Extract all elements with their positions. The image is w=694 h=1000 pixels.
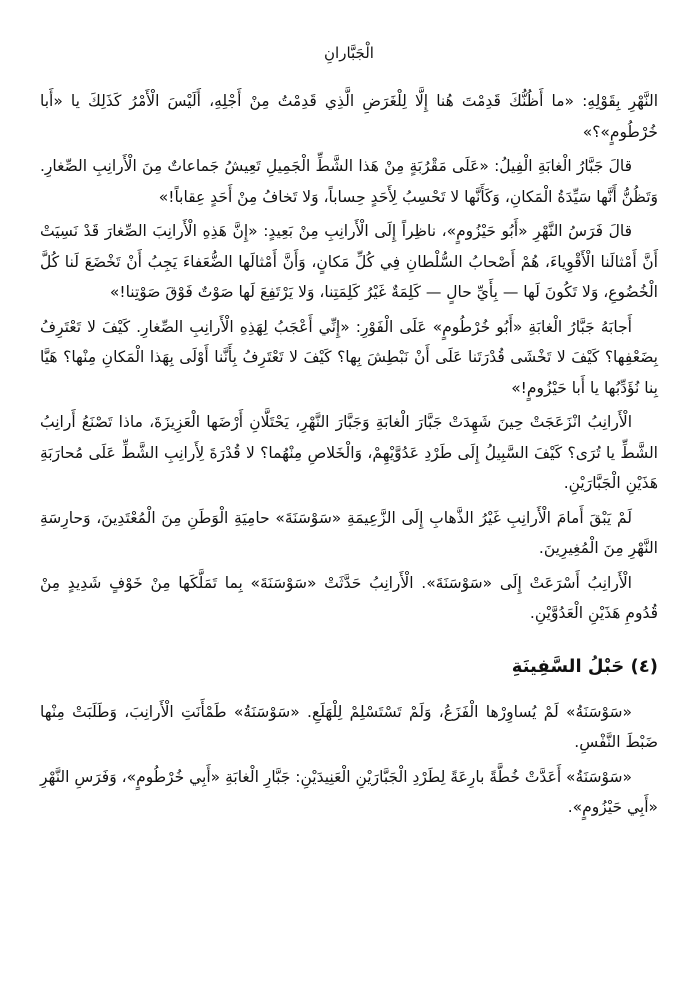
paragraph: النَّهْرِ بِقَوْلِهِ: «ما أَظُنُّكَ قَدِمْتَ هُنا إِلَّا لِلْغَرَضِ الَّذِي قَدِمْتُ مِنْ أَجْلِهِ، أَلَيْسَ الْأَمْرُ كَذَلِكَ يا «أَبا خُرْطُومٍ»؟» [40, 92, 658, 141]
paragraph: «سَوْسَنَةُ» لَمْ يُساوِرْها الْفَزَعُ، وَلَمْ تَسْتَسْلِمْ لِلْهَلَعِ. «سَوْسَنَةُ» طَمْأَنَتِ الْأَرانِبَ، وَطَلَبَتْ مِنْها ضَبْطَ النَّفْسِ. [40, 702, 658, 751]
section-heading: (٤) حَبْلُ السَّفِينَةِ [511, 655, 658, 677]
paragraph: الْأَرانِبُ انْزَعَجَتْ حِينَ شَهِدَتْ جَبَّارَ الْغابَةِ وَجَبَّارَ النَّهْرِ، يَحْتَلَّانِ أَرْضَها الْعَزِيزَةَ، ماذا تَصْنَعُ أَرانِبُ الشَّطِّ يا تُرَى؟ كَيْفَ السَّبِيلُ إِلَى طَرْدِ عَدُوَّيْهِمْ، وَالْخَلاصِ مِنْهُما؟ لا قُدْرَةَ لِأَرانِبِ الشَّطِّ عَلَى مُحارَبَةِ هَذَيْنِ الْجَبَّارَيْنِ. [40, 413, 658, 492]
paragraph: قالَ فَرَسُ النَّهْرِ «أَبُو حَيْزُومٍ»، ناظِراً إِلَى الْأَرانِبِ مِنْ بَعِيدٍ: «إِنَّ هَذِهِ الْأَرانِبَ الصِّغارَ قَدْ نَسِيَتْ أَنَّ أَمْثالَنا الْأَقْوِياءَ، هُمْ أَصْحابُ السُّلْطانِ فِي كُلِّ مَكانٍ، وَأَنَّ أَمْثالَها الضُّعَفاءَ يَجِبُ أَنْ تَخْضَعَ لَنا كُلَّ الْخُضُوعِ، وَلا تَكُونَ لَها — بِأَيِّ حالٍ — كَلِمَةٌ غَيْرُ كَلِمَتِنا، وَلا يَرْتَفِعَ لَها صَوْتٌ فَوْقَ صَوْتِنا!» [40, 222, 658, 301]
paragraph: أَجابَهُ جَبَّارُ الْغابَةِ «أَبُو خُرْطُومٍ» عَلَى الْفَوْرِ: «إِنِّي أَعْجَبُ لِهَذِهِ الْأَرانِبِ الصِّغارِ. كَيْفَ لا تَعْتَرِفُ بِضَعْفِها؟ كَيْفَ لا تَخْشَى قُدْرَتَنا عَلَى أَنْ نَبْطِشَ بِها؟ كَيْفَ لا تَعْتَرِفُ بِأَنَّنا أَوْلَى بِهَذا الْمَكانِ مِنْها؟ هَيَّا بِنا نُؤَدِّبُها يا أَبا حَيْزُومٍ!» [40, 317, 658, 397]
paragraph: «سَوْسَنَةُ» أَعَدَّتْ خُطَّةً بارِعَةً لِطَرْدِ الْجَبَّارَيْنِ الْعَنِيدَيْنِ: جَبَّارِ الْغابَةِ «أَبِي خُرْطُومٍ»، وَفَرَسِ النَّهْرِ «أَبِي حَيْزُومٍ». [40, 767, 658, 816]
paragraph: الْأَرانِبُ أَسْرَعَتْ إِلَى «سَوْسَنَةَ». الْأَرانِبُ حَدَّثَتْ «سَوْسَنَةَ» بِما تَمَلَّكَها مِنْ خَوْفٍ شَدِيدٍ مِنْ قُدُومِ هَذَيْنِ الْعَدُوَّيْنِ. [40, 573, 658, 622]
paragraph: قالَ جَبَّارُ الْغابَةِ الْفِيلُ: «عَلَى مَقْرُبَةٍ مِنْ هَذا الشَّطِّ الْجَمِيلِ تَعِيشُ جَماعاتٌ مِنَ الْأَرانِبِ الصِّغارِ. وَتَظُنُّ أَنَّها سَيِّدَةُ الْمَكانِ، وَكَأَنَّها لا تَحْسِبُ لِأَحَدٍ حِساباً، وَلا تَخافُ مِنْ أَحَدٍ عِقاباً!» [40, 157, 658, 206]
paragraph: لَمْ يَبْقَ أَمامَ الْأَرانِبِ غَيْرُ الذَّهابِ إِلَى الزَّعِيمَةِ «سَوْسَنَةَ» حامِيَةِ الْوَطَنِ مِنَ الْمُعْتَدِينَ، وَحارِسَةِ النَّهْرِ مِنَ الْمُغِيرِينَ. [40, 508, 658, 557]
running-header: الْجَبَّارانِ [324, 44, 374, 62]
